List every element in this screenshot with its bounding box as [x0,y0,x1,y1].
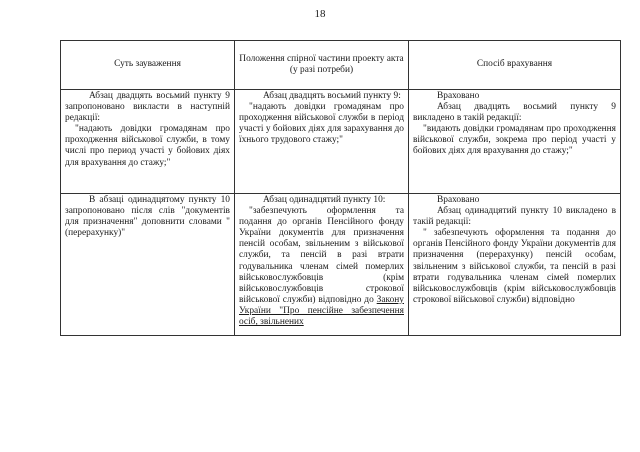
table-header-row [61,41,621,90]
row1-essence-quote: "надають довідки громадянам про проходження військової служби, в тому числі про период участі у бойових діях для врахування до стажу;" [65,124,230,168]
row1-provision-quote: "надають довідки громадянам про проходження військової служби в період участі у бойових діях для зарахування до їхнього трудового стажу;" [239,102,404,146]
comments-table [60,40,621,336]
row1-provision-intro: Абзац двадцять восьмий пункту 9: [263,91,401,101]
row2-provision-intro: Абзац одинадцятий пункту 10: [263,195,386,205]
row2-method-intro: Абзац одинадцятий пункту 10 викладено в такій редакції: [413,206,616,228]
row1-method-intro: Абзац двадцять восьмий пункту 9 викладено в такій редакції: [413,102,616,124]
row2-method-quote: " забезпечують оформлення та подання до органів Пенсійного фонду України документів для призначення (перерахунку) пенсій особам, звільненим з військової служби, та пенсій в разі втрати годувальника членам сімей померлих військовослужбовців (крім військовослужбовців строкової військової служби) відповідно [413,228,616,305]
header-provision: Положення спірної частини проекту акта (у разі потреби) [235,41,409,90]
row2-provision-quote-text: "забезпечують оформлення та подання до органів Пенсійного фонду України документів для призначення пенсій особам, звільненим з військової служби, та пенсій в разі втрати годувальника членам сімей померлих військовослужбовців (крім військовослужбовців строкової військової служби) відповідно до [239,206,404,305]
header-essence: Суть зауваження [61,41,235,90]
row1-method-status: Враховано [437,91,480,101]
row1-essence-intro: Абзац двадцять восьмий пункту 9 запропоновано викласти в наступній редакції: [65,91,230,124]
row2-method-cell [409,194,621,336]
row2-provision-quote [239,206,404,328]
page-number: 18 [314,8,326,20]
row1-method-quote: "видають довідки громадянам про проходження військової служби, зокрема про період участі у бойових діях для врахування до стажу;" [413,124,616,157]
row1-method-cell [409,90,621,194]
table-row [61,194,621,336]
row2-essence-cell [61,194,235,336]
header-method: Спосіб врахування [409,41,621,90]
row1-provision-cell [235,90,409,194]
row1-essence-cell [61,90,235,194]
row2-method-status: Враховано [437,195,480,205]
law-reference-link[interactable]: Закону України "Про пенсійне забезпечення осіб, звільнених [239,294,404,328]
row2-essence-text: В абзаці одинадцятому пункту 10 запропоновано після слів "документів для призначення" доповнити словами "(перерахунку)" [65,195,230,239]
table-row [61,90,621,194]
row2-provision-cell [235,194,409,336]
